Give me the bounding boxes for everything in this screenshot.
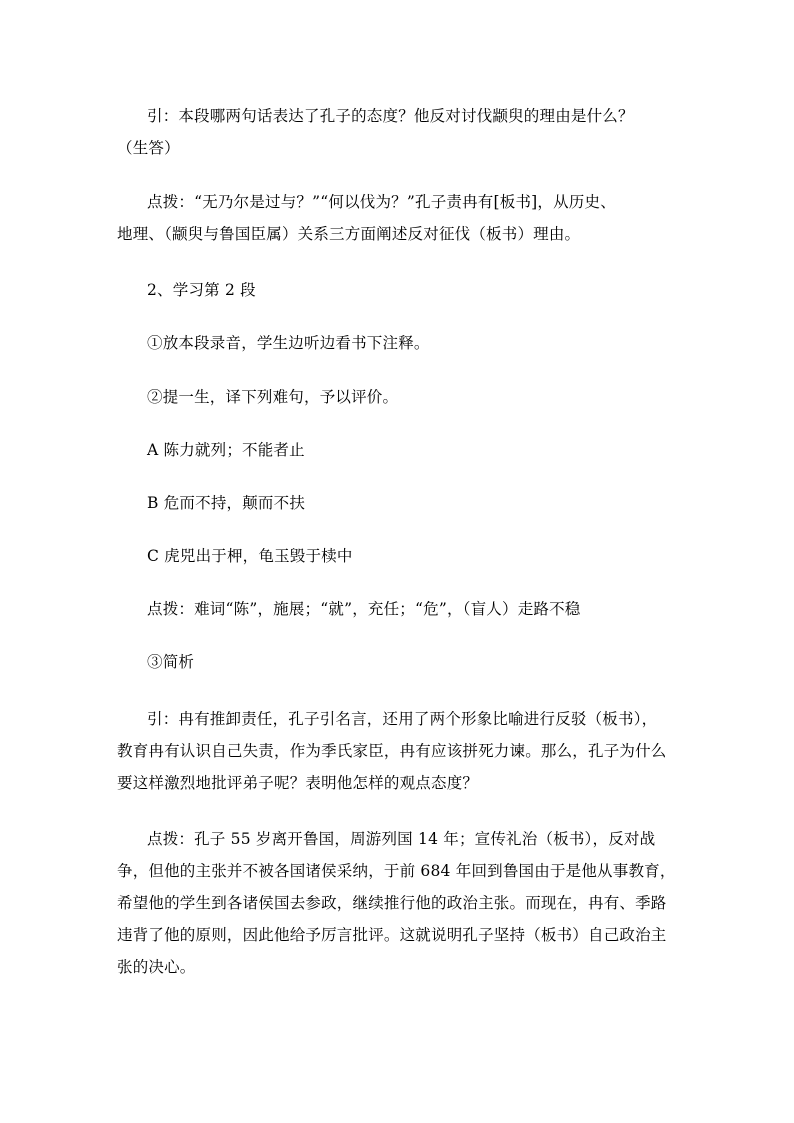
sentence-c [117,540,677,572]
paragraph-guidance-3 [117,823,677,983]
text-line: 争，但他的主张并不被各国诸侯采纳，于前 684 年回到鲁国由于是他从事教育， [117,862,676,880]
section-heading [117,274,677,306]
text-line: 教育冉有认识自己失责，作为季氏家臣，冉有应该拼死力谏。那么，孔子为什么 [117,742,667,760]
paragraph-guidance-1 [117,186,677,250]
text-line: C 虎兕出于柙，龟玉毁于椟中 [147,547,353,565]
text-line: B 危而不持，颠而不扶 [147,494,306,512]
sentence-b [117,487,677,519]
text-line: A 陈力就列；不能者止 [147,441,305,459]
text-line: 2、学习第 2 段 [147,281,256,299]
text-line: 点拨：孔子 55 岁离开鲁国，周游列国 14 年；宣传礼治（板书），反对战 [147,830,656,848]
step-1 [117,327,677,359]
text-line: 违背了他的原则，因此他给予厉言批评。这就说明孔子坚持（板书）自己政治主 [117,926,667,944]
text-line: 张的决心。 [117,958,196,976]
text-line: 希望他的学生到各诸侯国去参政，继续推行他的政治主张。而现在，冉有、季路 [117,894,667,912]
step-3 [117,646,677,678]
paragraph-guidance-2 [117,593,677,625]
text-line: 地理、（颛臾与鲁国臣属）关系三方面阐述反对征伐（板书）理由。 [117,225,581,243]
text-line: ②提一生，译下列难句，予以评价。 [147,388,399,406]
paragraph-analysis [117,703,677,799]
paragraph-intro-question [117,100,677,164]
text-line: 引：冉有推卸责任，孔子引名言，还用了两个形象比喻进行反驳（板书）， [147,710,658,728]
text-line: 要这样激烈地批评弟子呢？表明他怎样的观点态度？ [117,774,479,792]
text-line: ①放本段录音，学生边听边看书下注释。 [147,334,430,352]
step-2 [117,381,677,413]
text-line: ③简析 [147,653,195,671]
text-line: 引：本段哪两句话表达了孔子的态度？他反对讨伐颛臾的理由是什么？ [147,107,634,125]
text-line: 点拨：“无乃尔是过与？”“何以伐为？”孔子责冉有[板书]，从历史、 [147,193,616,211]
text-line: （生答） [117,139,180,157]
sentence-a [117,434,677,466]
text-line: 点拨：难词“陈”，施展；“就”，充任；“危”，（盲人）走路不稳 [147,600,581,618]
